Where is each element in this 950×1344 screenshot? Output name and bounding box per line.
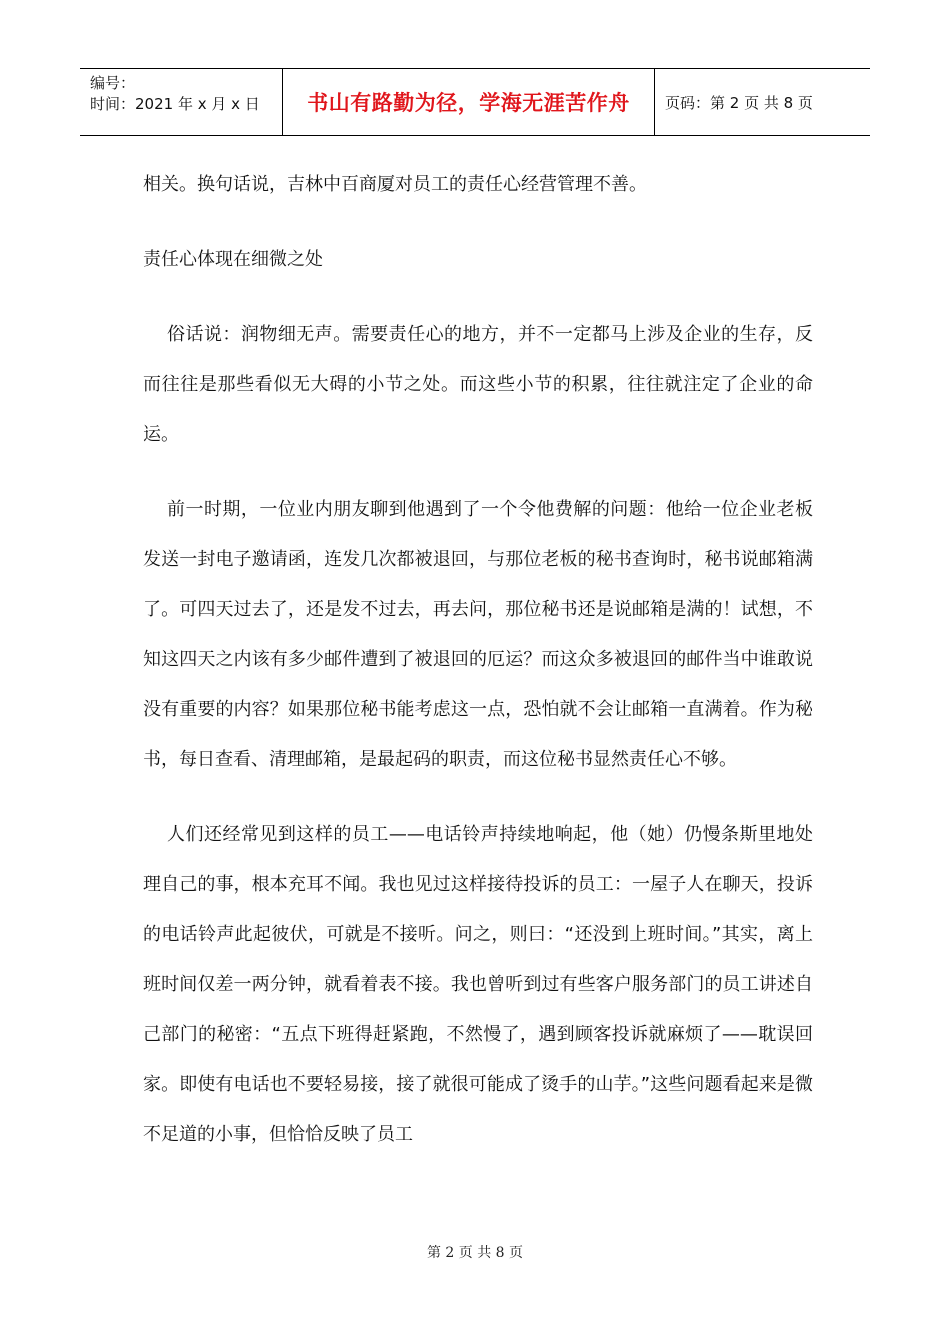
header-page-info: 页码：第 2 页 共 8 页 [665, 93, 813, 112]
document-code: 编号： [90, 74, 136, 92]
header-slogan-cell [283, 69, 655, 135]
header-slogan: 书山有路勤为径，学海无涯苦作舟 [307, 91, 630, 115]
header-meta [80, 69, 283, 135]
section-heading: 责任心体现在细微之处 [143, 249, 323, 270]
document-date: 时间：2021 年 x 月 x 日 [90, 95, 260, 113]
paragraph: 俗话说：润物细无声。需要责任心的地方，并不一定都马上涉及企业的生存，反而往往是那些看似无大碍的小节之处。而这些小节的积累，往往就注定了企业的命运。 [143, 324, 813, 445]
footer-page-number: 第 2 页 共 8 页 [426, 1245, 524, 1261]
paragraph: 前一时期，一位业内朋友聊到他遇到了一个令他费解的问题：他给一位企业老板发送一封电子邀请函，连发几次都被退回，与那位老板的秘书查询时，秘书说邮箱满了。可四天过去了，还是发不过去，再去问，那位秘书还是说邮箱是满的！试想，不知这四天之内该有多少邮件遭到了被退回的厄运？而这众多被退回的邮件当中谁敢说没有重要的内容？如果那位秘书能考虑这一点，恐怕就不会让邮箱一直满着。作为秘书，每日查看、清理邮箱，是最起码的职责，而这位秘书显然责任心不够。 [143, 499, 813, 770]
paragraph-continuation: 相关。换句话说，吉林中百商厦对员工的责任心经营管理不善。 [143, 174, 647, 195]
document-body [143, 160, 813, 1185]
paragraph: 人们还经常见到这样的员工——电话铃声持续地响起，他（她）仍慢条斯里地处理自己的事，根本充耳不闻。我也见过这样接待投诉的员工：一屋子人在聊天，投诉的电话铃声此起彼伏，可就是不接听。问之，则曰：“还没到上班时间。”其实，离上班时间仅差一两分钟，就看着表不接。我也曾听到过有些客户服务部门的员工讲述自己部门的秘密：“五点下班得赶紧跑，不然慢了，遇到顾客投诉就麻烦了——耽误回家。即使有电话也不要轻易接，接了就很可能成了烫手的山芋。”这些问题看起来是微不足道的小事，但恰恰反映了员工 [143, 824, 813, 1145]
page-footer [0, 1242, 950, 1262]
page-header [80, 68, 870, 136]
header-page-info-cell [655, 69, 870, 135]
